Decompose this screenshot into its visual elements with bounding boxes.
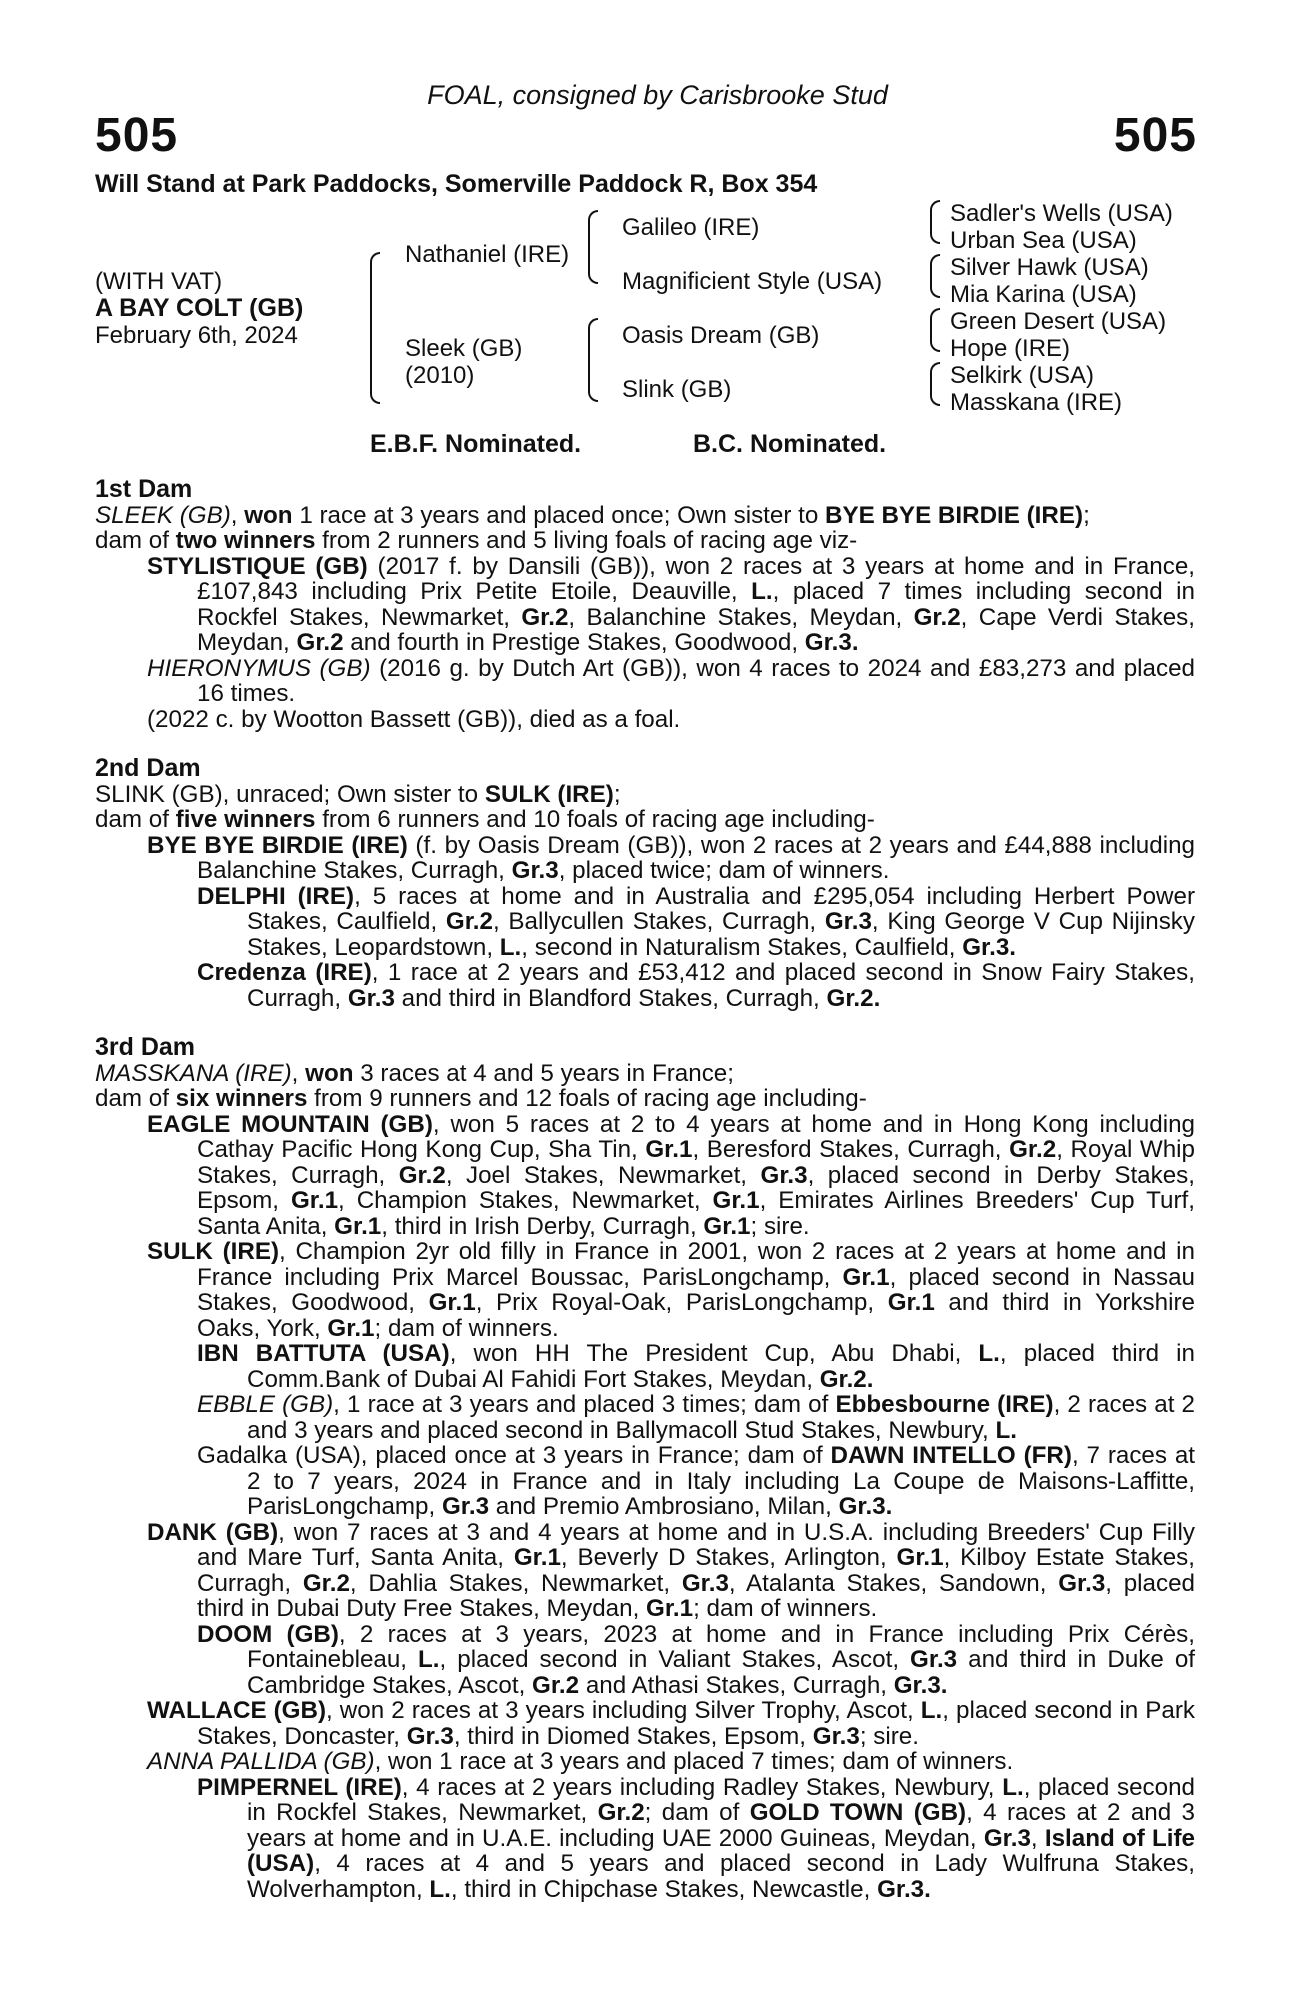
pedigree-brace-ggp4 bbox=[930, 362, 940, 406]
ggp-3: Silver Hawk (USA) bbox=[950, 254, 1149, 281]
second-dam-heading: 2nd Dam bbox=[95, 754, 201, 782]
dam-name: Sleek (GB) bbox=[405, 335, 523, 362]
progeny-stylistique: STYLISTIQUE (GB) (2017 f. by Dansili (GB)), won 2 races at 3 years at home and in France, £107,843 including Prix Petite Etoile, Deauville, L., placed 7 times including second in Rockfel Stakes, Newmarket, Gr.2, Balanchine Stakes, Meydan, Gr.2, Cape Verdi Stakes, Meydan, Gr.2 and fourth in Prestige Stakes, Goodwood, Gr.3. bbox=[147, 552, 1195, 656]
stand-location: Will Stand at Park Paddocks, Somerville Paddock R, Box 354 bbox=[95, 170, 818, 198]
catalogue-body bbox=[95, 477, 1195, 1902]
dam-dam-name: Slink (GB) bbox=[622, 376, 732, 403]
pedigree-brace-sire bbox=[588, 210, 598, 284]
first-dam-intro: SLEEK (GB), won 1 race at 3 years and placed once; Own sister to BYE BYE BIRDIE (IRE); bbox=[95, 501, 1090, 529]
lot-number-right: 505 bbox=[1113, 109, 1197, 162]
third-dam-produce-summary: dam of six winners from 9 runners and 12 foals of racing age including- bbox=[95, 1085, 867, 1112]
progeny-delphi: DELPHI (IRE), 5 races at home and in Australia and £295,054 including Herbert Power Stakes, Caulfield, Gr.2, Ballycullen Stakes, Curragh, Gr.3, King George V Cup Nijinsky Stakes, Leopardstown, L., second in Naturalism Stakes, Caulfield, Gr.3. bbox=[197, 882, 1195, 961]
ggp-5: Green Desert (USA) bbox=[950, 308, 1167, 335]
progeny-eagle-mountain: EAGLE MOUNTAIN (GB), won 5 races at 2 to 4 years at home and in Hong Kong including Cathay Pacific Hong Kong Cup, Sha Tin, Gr.1, Beresford Stakes, Curragh, Gr.2, Royal Whip Stakes, Curragh, Gr.2, Joel Stakes, Newmarket, Gr.3, placed second in Derby Stakes, Epsom, Gr.1, Champion Stakes, Newmarket, Gr.1, Emirates Airlines Breeders' Cup Turf, Santa Anita, Gr.1, third in Irish Derby, Curragh, Gr.1; sire. bbox=[147, 1110, 1196, 1240]
horse-name: A BAY COLT (GB) bbox=[95, 294, 304, 322]
bc-nomination: B.C. Nominated. bbox=[693, 430, 887, 458]
progeny-dank: DANK (GB), won 7 races at 3 and 4 years at home and in U.S.A. including Breeders' Cup Filly and Mare Turf, Santa Anita, Gr.1, Beverly D Stakes, Arlington, Gr.1, Kilboy Estate Stakes, Curragh, Gr.2, Dahlia Stakes, Newmarket, Gr.3, Atalanta Stakes, Sandown, Gr.3, placed third in Dubai Duty Free Stakes, Meydan, Gr.1; dam of winners. bbox=[147, 1518, 1196, 1622]
ggp-7: Selkirk (USA) bbox=[950, 362, 1095, 389]
progeny-wootton-colt: (2022 c. by Wootton Bassett (GB)), died as a foal. bbox=[147, 705, 681, 733]
vat-note: (WITH VAT) bbox=[95, 268, 223, 295]
ebf-nomination: E.B.F. Nominated. bbox=[370, 430, 582, 458]
sire-dam-name: Magnificient Style (USA) bbox=[622, 268, 883, 295]
third-dam-heading: 3rd Dam bbox=[95, 1033, 196, 1061]
third-dam-intro: MASSKANA (IRE), won 3 races at 4 and 5 years in France; bbox=[95, 1059, 734, 1087]
progeny-ebble: EBBLE (GB), 1 race at 3 years and placed 3 times; dam of Ebbesbourne (IRE), 2 races at 2 and 3 years and placed second in Ballymacoll Stud Stakes, Newbury, L. bbox=[197, 1391, 1196, 1444]
sire-sire-name: Galileo (IRE) bbox=[622, 214, 760, 241]
horse-dob: February 6th, 2024 bbox=[95, 322, 298, 349]
progeny-bye-bye-birdie: BYE BYE BIRDIE (IRE) (f. by Oasis Dream (GB)), won 2 races at 2 years and £44,888 including Balanchine Stakes, Curragh, Gr.3, placed twice; dam of winners. bbox=[147, 831, 1195, 884]
ggp-6: Hope (IRE) bbox=[950, 335, 1071, 362]
pedigree-brace-ggp2 bbox=[930, 254, 940, 298]
progeny-sulk: SULK (IRE), Champion 2yr old filly in France in 2001, won 2 races at 2 years at home and in France including Prix Marcel Boussac, ParisLongchamp, Gr.1, placed second in Nassau Stakes, Goodwood, Gr.1, Prix Royal-Oak, ParisLongchamp, Gr.1 and third in Yorkshire Oaks, York, Gr.1; dam of winners. bbox=[147, 1238, 1195, 1342]
pedigree-brace-ggp1 bbox=[930, 200, 940, 244]
progeny-credenza: Credenza (IRE), 1 race at 2 years and £53,412 and placed second in Snow Fairy Stakes, Curragh, Gr.3 and third in Blandford Stakes, Curragh, Gr.2. bbox=[197, 959, 1196, 1012]
progeny-pimpernel: PIMPERNEL (IRE), 4 races at 2 years including Radley Stakes, Newbury, L., placed second in Rockfel Stakes, Newmarket, Gr.2; dam of GOLD TOWN (GB), 4 races at 2 and 3 years at home and in U.A.E. including UAE 2000 Guineas, Meydan, Gr.3, Island of Life (USA), 4 races at 4 and 5 years and placed second in Lady Wulfruna Stakes, Wolverhampton, L., third in Chipchase Stakes, Newcastle, Gr.3. bbox=[197, 1773, 1195, 1903]
progeny-anna-pallida: ANNA PALLIDA (GB), won 1 race at 3 years and placed 7 times; dam of winners. bbox=[147, 1748, 1014, 1775]
consignment-line: FOAL, consigned by Carisbrooke Stud bbox=[427, 80, 888, 110]
first-dam-heading: 1st Dam bbox=[95, 475, 193, 503]
dam-year: (2010) bbox=[405, 362, 475, 389]
progeny-wallace: WALLACE (GB), won 2 races at 3 years including Silver Trophy, Ascot, L., placed second in Park Stakes, Doncaster, Gr.3, third in Diomed Stakes, Epsom, Gr.3; sire. bbox=[147, 1697, 1195, 1750]
progeny-ibn-battuta: IBN BATTUTA (USA), won HH The President Cup, Abu Dhabi, L., placed third in Comm.Bank of Dubai Al Fahidi Fort Stakes, Meydan, Gr.2. bbox=[197, 1340, 1195, 1393]
dam-sire-name: Oasis Dream (GB) bbox=[622, 322, 820, 349]
ggp-8: Masskana (IRE) bbox=[950, 389, 1123, 416]
second-dam-intro: SLINK (GB), unraced; Own sister to SULK (IRE); bbox=[95, 780, 621, 808]
ggp-4: Mia Karina (USA) bbox=[950, 281, 1137, 308]
pedigree-brace-ggp3 bbox=[930, 308, 940, 352]
first-dam-produce-summary: dam of two winners from 2 runners and 5 living foals of racing age viz- bbox=[95, 527, 858, 554]
pedigree-brace-main bbox=[370, 252, 380, 404]
progeny-doom: DOOM (GB), 2 races at 3 years, 2023 at home and in France including Prix Cérès, Fontainebleau, L., placed second in Valiant Stakes, Ascot, Gr.3 and third in Duke of Cambridge Stakes, Ascot, Gr.2 and Athasi Stakes, Curragh, Gr.3. bbox=[197, 1620, 1195, 1699]
ggp-2: Urban Sea (USA) bbox=[950, 227, 1137, 254]
ggp-1: Sadler's Wells (USA) bbox=[950, 200, 1173, 227]
second-dam-produce-summary: dam of five winners from 6 runners and 10 foals of racing age including- bbox=[95, 806, 875, 833]
sire-name: Nathaniel (IRE) bbox=[405, 241, 570, 268]
lot-number-left: 505 bbox=[95, 109, 179, 162]
progeny-gadalka: Gadalka (USA), placed once at 3 years in France; dam of DAWN INTELLO (FR), 7 races at 2 to 7 years, 2024 in France and in Italy including La Coupe de Maisons-Laffitte, ParisLongchamp, Gr.3 and Premio Ambrosiano, Milan, Gr.3. bbox=[197, 1442, 1195, 1520]
pedigree-brace-dam bbox=[588, 318, 598, 402]
progeny-hieronymus: HIERONYMUS (GB) (2016 g. by Dutch Art (GB)), won 4 races to 2024 and £83,273 and placed 16 times. bbox=[147, 654, 1195, 707]
